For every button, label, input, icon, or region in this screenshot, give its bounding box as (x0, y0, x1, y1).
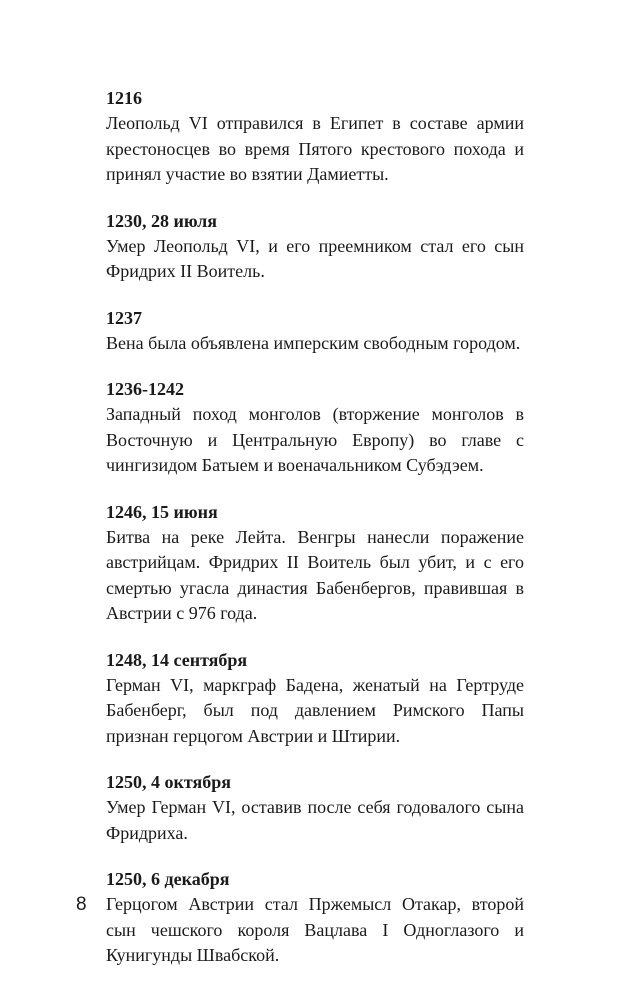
chronology-entry (106, 377, 524, 479)
entry-text: Герцогом Австрии стал Пржемысл Отакар, второй сын чешского короля Вацлава I Одноглазого и Кунигунды Швабской. (106, 894, 524, 965)
chronology-entry (106, 86, 524, 188)
chronology-entry (106, 306, 524, 357)
entry-text: Леопольд VI отправился в Египет в составе армии крестоносцев во время Пятого крестового похода и принял участие во взятии Дамиетты. (106, 113, 524, 184)
entry-date: 1250, 6 декабря (106, 869, 230, 889)
entry-text: Вена была объявлена имперским свободным городом. (106, 332, 521, 353)
entry-date: 1250, 4 октября (106, 772, 231, 792)
entry-date: 1236-1242 (106, 379, 184, 399)
entry-date: 1248, 14 сентября (106, 649, 248, 670)
entry-text: Герман VI, маркграф Бадена, женатый на Гертруде Бабенберг, был под давлением Римского Папы признан герцогом Австрии и Штирии. (106, 674, 524, 746)
entry-text: Западный поход монголов (вторжение монголов в Восточную и Центральную Европу) во главе с чингизидом Батыем и военачальником Субэдэем. (106, 404, 524, 475)
chronology-entry (106, 867, 524, 969)
entry-date: 1246, 15 июня (106, 501, 218, 522)
chronology-entry (106, 209, 524, 285)
entry-date: 1216 (106, 88, 142, 108)
entry-text: Умер Герман VI, оставив после себя годовалого сына Фридриха. (106, 797, 524, 843)
chronology-entry (106, 770, 524, 846)
entry-date: 1230, 28 июля (106, 210, 218, 231)
entry-date: 1237 (106, 307, 142, 328)
entry-text: Битва на реке Лейта. Венгры нанесли поражение австрийцам. Фридрих II Воитель был убит, и с его смертью угасла династия Бабенбергов, правившая в Австрии с 976 года. (106, 526, 524, 623)
page-number: 8 (76, 894, 87, 915)
chronology-page (106, 86, 524, 990)
chronology-entry (106, 500, 524, 627)
entry-text: Умер Леопольд VI, и его преемником стал его сын Фридрих II Воитель. (106, 235, 524, 281)
chronology-entry (106, 648, 524, 750)
